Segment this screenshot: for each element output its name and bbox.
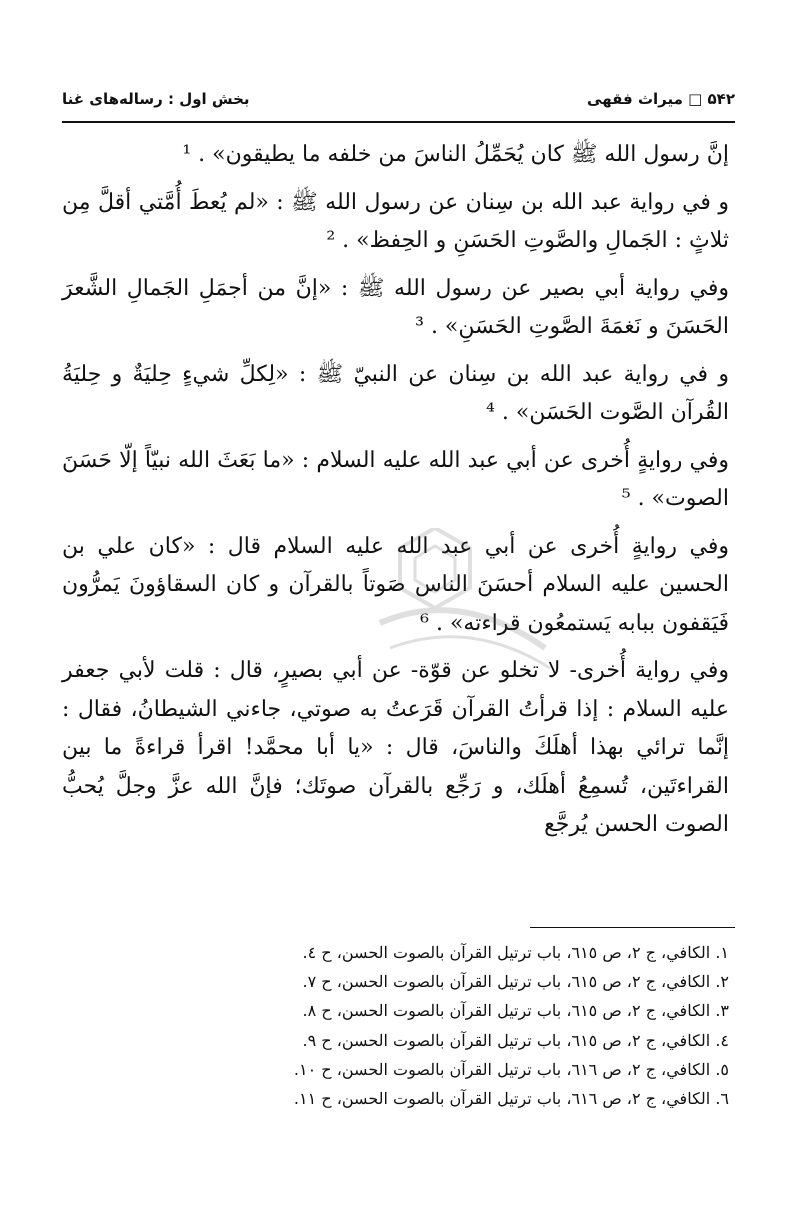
footnote-1: ١. الكافي، ج ٢، ص ٦١٥، باب ترتيل القرآن بالصوت الحسن، ح ٤. [302,943,729,962]
footnote-3: ٣. الكافي، ج ٢، ص ٦١٥، باب ترتيل القرآن بالصوت الحسن، ح ٨. [302,1001,729,1021]
paragraph-4: و في رواية عبد الله بن سِنان عن النبيّ ﷺ : «لِكلِّ شيءٍ حِليَةٌ و حِليَةُ القُرآن الصَّوت الحَسَن» . ⁴ [62,361,729,425]
page-header [62,86,735,116]
paragraph-3: وفي رواية أبي بصير عن رسول الله ﷺ : «إنَّ من أجمَلِ الجَمالِ الشَّعرَ الحَسَنَ و نَغمَةَ الصَّوتِ الحَسَنِ» . ³ [62,275,729,339]
page-number-title: ۵۴۲ □ میراث فقهی [587,90,735,108]
footnote-divider [530,927,735,928]
paragraph-7: وفي رواية أُخرى- لا تخلو عن قوّة- عن أبي بصيرٍ، قال : قلت لأبي جعفر عليه السلام : إذا قرأتُ القرآن قَرَعتُ به صوتي، جاءني الشيطانُ، فقال : إنَّما ترائي بهذا أهلَكَ والناسَ، قال : «يا أبا محمَّد! اقرأ قراءةً ما بين القراءتَين، تُسمِعُ أهلَك، و رَجِّع بالقرآن صوتَك؛ فإنَّ الله عزَّ وجلَّ يُحبُّ الصوت الحسن يُرجَّع [62,658,729,837]
footnote-5: ٥. الكافي، ج ٢، ص ٦١٦، باب ترتيل القرآن بالصوت الحسن، ح ١٠. [293,1059,729,1079]
footnote-2: ٢. الكافي، ج ٢، ص ٦١٥، باب ترتيل القرآن بالصوت الحسن، ح ٧. [302,972,729,992]
header-divider [62,121,735,123]
paragraph-1: إنَّ رسول الله ﷺ كان يُحَمِّلُ الناسَ من خلفه ما يطيقون» . ¹ [182,142,729,167]
footnote-4: ٤. الكافي، ج ٢، ص ٦١٥، باب ترتيل القرآن بالصوت الحسن، ح ٩. [302,1030,729,1050]
footnote-6: ٦. الكافي، ج ٢، ص ٦١٦، باب ترتيل القرآن بالصوت الحسن، ح ١١. [293,1089,729,1109]
main-text [62,136,729,854]
section-title: بخش اول : رساله‌های غنا [62,90,250,108]
paragraph-5: وفي روايةٍ أُخرى عن أبي عبد الله عليه السلام : «ما بَعَثَ الله نبيّاً إلّا حَسَنَ الصوت» . ⁵ [62,447,729,511]
paragraph-6: وفي روايةٍ أُخرى عن أبي عبد الله عليه السلام قال : «كان علي بن الحسين عليه السلام أحسَنَ الناس صَوتاً بالقرآن و كان السقاؤونَ يَمرُّون فَيَقفون ببابه يَستمعُون قراءته» . ⁶ [62,533,729,636]
paragraph-2: و في رواية عبد الله بن سِنان عن رسول الله ﷺ : «لم يُعطَ أُمَّتي أقلَّ مِن ثلاثٍ : الجَمالِ والصَّوتِ الحَسَنِ و الحِفظ» . ² [62,189,729,253]
footnotes [62,938,729,1113]
